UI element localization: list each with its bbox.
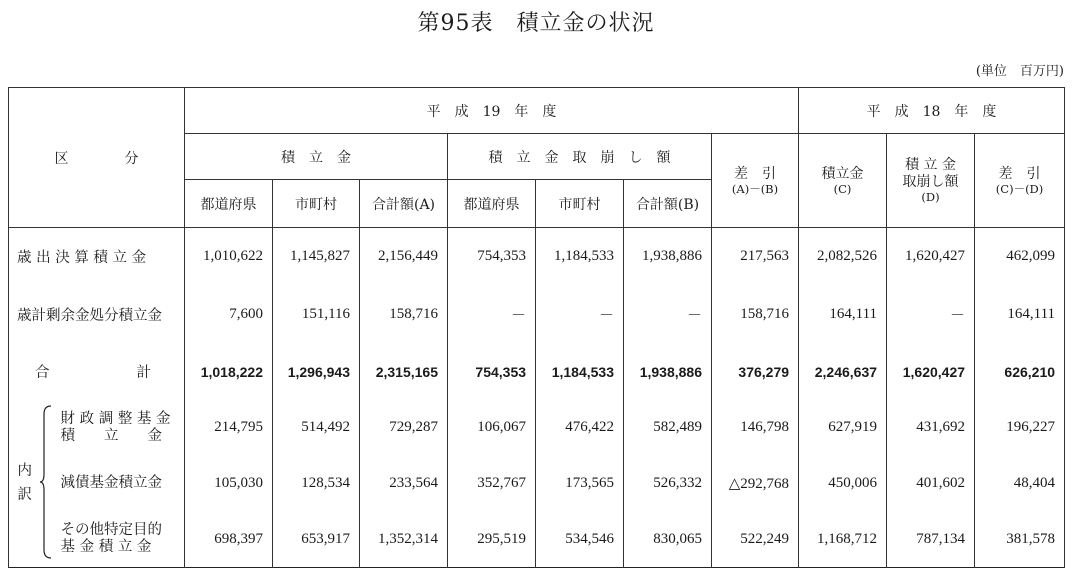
cell: 534,546 xyxy=(536,512,624,568)
cell: 450,006 xyxy=(799,456,887,512)
cell: 582,489 xyxy=(624,400,712,456)
cell: 1,938,886 xyxy=(624,228,712,286)
header-tsumitate: 積 立 金 xyxy=(185,134,448,180)
header-sahiki-ab: 差 引 (A)－(B) xyxy=(712,134,799,228)
header-tsumitate-c: 積立金 (C) xyxy=(799,134,887,228)
cell: 7,600 xyxy=(185,286,273,344)
row-label: 財 政 調 整 基 金 積 立 金 xyxy=(53,400,185,456)
header-pref-b: 都道府県 xyxy=(448,180,536,228)
cell: 787,134 xyxy=(887,512,975,568)
row-label: その他特定目的 基 金 積 立 金 xyxy=(53,512,185,568)
cell: 2,082,526 xyxy=(799,228,887,286)
header-pref-a: 都道府県 xyxy=(185,180,273,228)
cell: 754,353 xyxy=(448,344,536,400)
cell: 295,519 xyxy=(448,512,536,568)
cell: 1,352,314 xyxy=(360,512,448,568)
cell: 698,397 xyxy=(185,512,273,568)
cell: 626,210 xyxy=(975,344,1065,400)
cell: 214,795 xyxy=(185,400,273,456)
cell: 106,067 xyxy=(448,400,536,456)
cell: 526,332 xyxy=(624,456,712,512)
cell: 381,578 xyxy=(975,512,1065,568)
cell: － xyxy=(624,286,712,344)
cell: 128,534 xyxy=(273,456,360,512)
cell: 1,938,886 xyxy=(624,344,712,400)
cell: － xyxy=(536,286,624,344)
reserve-fund-table xyxy=(8,87,1065,568)
header-kubun: 区 分 xyxy=(9,88,185,228)
cell: 1,018,222 xyxy=(185,344,273,400)
header-fy18: 平 成 18 年 度 xyxy=(799,88,1065,134)
table-row xyxy=(9,228,1065,286)
row-label: 減債基金積立金 xyxy=(53,456,185,512)
cell: 233,564 xyxy=(360,456,448,512)
cell: 1,184,533 xyxy=(536,228,624,286)
cell: 376,279 xyxy=(712,344,799,400)
cell: 2,156,449 xyxy=(360,228,448,286)
header-total-b: 合計額(B) xyxy=(624,180,712,228)
table-row xyxy=(9,512,1065,568)
cell: 1,168,712 xyxy=(799,512,887,568)
cell: 196,227 xyxy=(975,400,1065,456)
table-row xyxy=(9,456,1065,512)
cell: 729,287 xyxy=(360,400,448,456)
cell: － xyxy=(887,286,975,344)
cell: 462,099 xyxy=(975,228,1065,286)
cell: 164,111 xyxy=(799,286,887,344)
cell: 1,620,427 xyxy=(887,344,975,400)
unit-label: (単位 百万円) xyxy=(975,64,1064,79)
cell: 158,716 xyxy=(712,286,799,344)
cell: 476,422 xyxy=(536,400,624,456)
cell: 2,315,165 xyxy=(360,344,448,400)
header-torikuzushi-d: 積 立 金 取崩し額 (D) xyxy=(887,134,975,228)
cell: 653,917 xyxy=(273,512,360,568)
header-sahiki-cd: 差 引 (C)－(D) xyxy=(975,134,1065,228)
cell: 173,565 xyxy=(536,456,624,512)
table-row xyxy=(9,400,1065,456)
cell: 1,620,427 xyxy=(887,228,975,286)
header-muni-a: 市町村 xyxy=(273,180,360,228)
cell: 105,030 xyxy=(185,456,273,512)
cell: 522,249 xyxy=(712,512,799,568)
cell: － xyxy=(448,286,536,344)
cell: 431,692 xyxy=(887,400,975,456)
header-muni-b: 市町村 xyxy=(536,180,624,228)
cell: 1,184,533 xyxy=(536,344,624,400)
cell: 514,492 xyxy=(273,400,360,456)
cell: 1,010,622 xyxy=(185,228,273,286)
cell: 352,767 xyxy=(448,456,536,512)
cell: 158,716 xyxy=(360,286,448,344)
row-label: 合 計 xyxy=(9,344,185,400)
header-torikuzushi: 積 立 金 取 崩 し 額 xyxy=(448,134,712,180)
table-row-total xyxy=(9,344,1065,400)
cell: 401,602 xyxy=(887,456,975,512)
cell: 146,798 xyxy=(712,400,799,456)
row-label: 歳 出 決 算 積 立 金 xyxy=(9,228,185,286)
row-label: 歳計剰余金処分積立金 xyxy=(9,286,185,344)
uchiwake-label: 内 訳 xyxy=(9,400,39,568)
cell: 627,919 xyxy=(799,400,887,456)
cell: 217,563 xyxy=(712,228,799,286)
cell: 1,145,827 xyxy=(273,228,360,286)
header-total-a: 合計額(A) xyxy=(360,180,448,228)
cell: 830,065 xyxy=(624,512,712,568)
brace-icon xyxy=(39,400,53,568)
cell: 1,296,943 xyxy=(273,344,360,400)
cell: 164,111 xyxy=(975,286,1065,344)
cell: 754,353 xyxy=(448,228,536,286)
cell: 2,246,637 xyxy=(799,344,887,400)
table-title: 第95表 積立金の状況 xyxy=(417,11,655,36)
cell: 151,116 xyxy=(273,286,360,344)
cell: 48,404 xyxy=(975,456,1065,512)
left-brace-icon xyxy=(39,400,53,564)
header-fy19: 平 成 19 年 度 xyxy=(185,88,799,134)
cell: △292,768 xyxy=(712,456,799,512)
table-row xyxy=(9,286,1065,344)
